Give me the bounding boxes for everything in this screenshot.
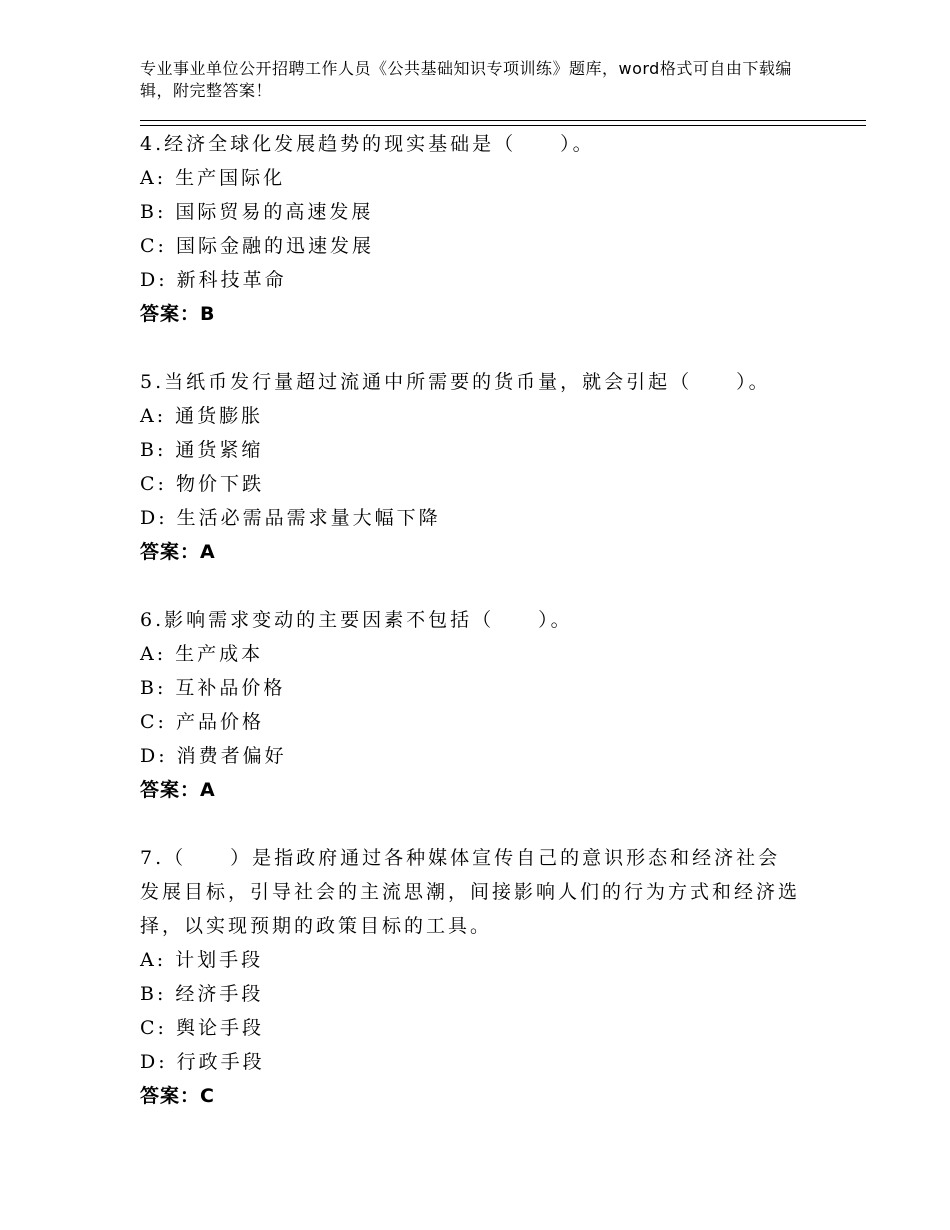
answer-label: 答案：A [140,779,216,801]
option-d: D: 新科技革命 [140,269,287,291]
question-stem: 4.经济全球化发展趋势的现实基础是（ ）。 [140,133,595,155]
option-b: B: 经济手段 [140,983,264,1005]
option-a: A: 生产国际化 [140,167,286,189]
option-b: B: 国际贸易的高速发展 [140,201,374,223]
option-d: D: 消费者偏好 [140,745,287,767]
option-a: A: 通货膨胀 [140,405,264,427]
option-a: A: 计划手段 [140,949,264,971]
option-c: C: 产品价格 [140,711,264,733]
answer-label: 答案：C [140,1085,215,1107]
answer-label: 答案：A [140,541,216,563]
question-5 [140,365,820,569]
question-6 [140,603,820,807]
header-rule-bottom [140,125,866,126]
question-list [140,127,820,1147]
question-4 [140,127,820,331]
question-stem: 5.当纸币发行量超过流通中所需要的货币量，就会引起（ ）。 [140,371,771,393]
question-stem: 7.（ ）是指政府通过各种媒体宣传自己的意识形态和经济社会发展目标，引导社会的主流思潮，间接影响人们的行为方式和经济选择，以实现预期的政策目标的工具。 [140,847,801,937]
option-a: A: 生产成本 [140,643,264,665]
option-b: B: 互补品价格 [140,677,286,699]
option-c: C: 国际金融的迅速发展 [140,235,374,257]
header-rule-top [140,120,866,121]
option-c: C: 物价下跌 [140,473,264,495]
question-7 [140,841,820,1113]
option-d: D: 生活必需品需求量大幅下降 [140,507,441,529]
question-stem: 6.影响需求变动的主要因素不包括（ ）。 [140,609,573,631]
option-b: B: 通货紧缩 [140,439,264,461]
document-header: 专业事业单位公开招聘工作人员《公共基础知识专项训练》题库，word格式可自由下载编辑，附完整答案！ [140,59,792,100]
answer-label: 答案：B [140,303,216,325]
option-c: C: 舆论手段 [140,1017,264,1039]
option-d: D: 行政手段 [140,1051,265,1073]
